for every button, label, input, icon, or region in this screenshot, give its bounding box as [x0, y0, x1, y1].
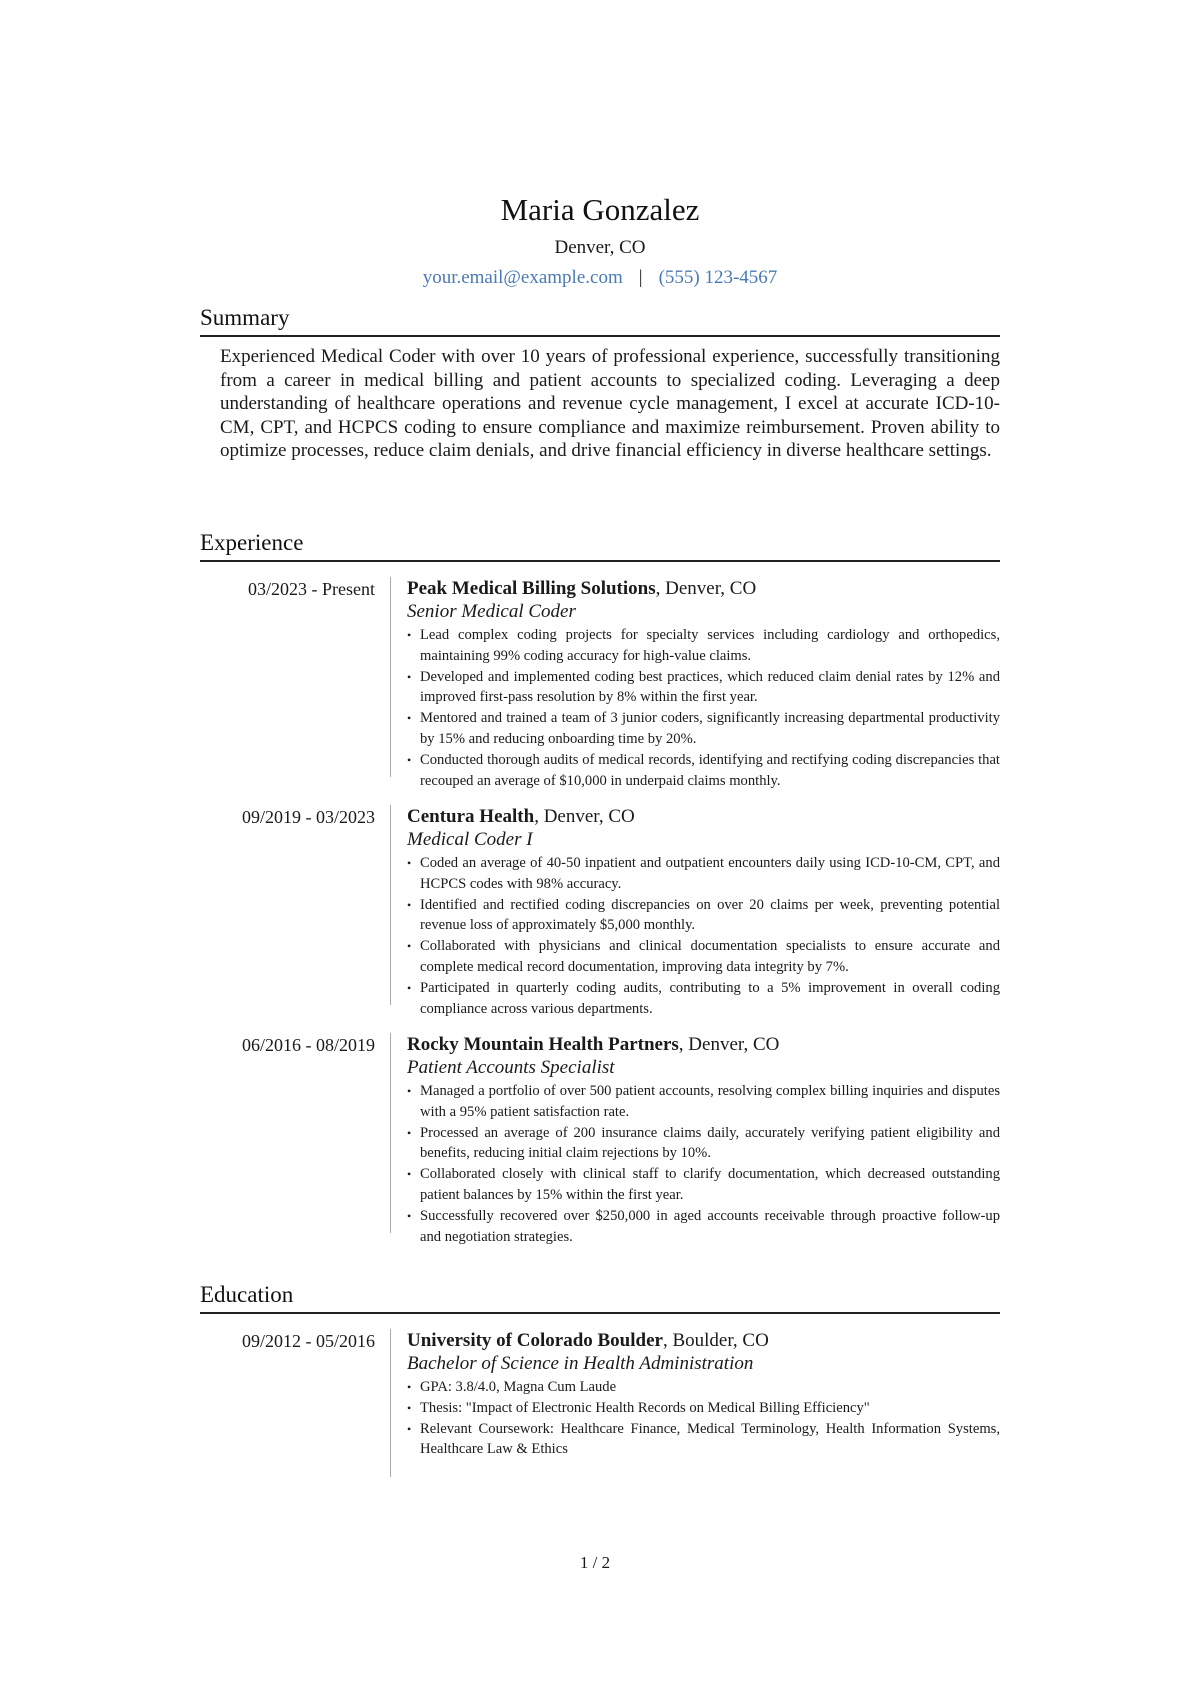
email-link[interactable]: your.email@example.com	[422, 267, 623, 288]
experience-section	[200, 528, 1000, 562]
bullet-item: • GPA: 3.8/4.0, Magna Cum Laude	[407, 1377, 1000, 1398]
organization-location: , Denver, CO	[534, 806, 635, 827]
entry-body	[407, 577, 1000, 791]
entry-organization	[407, 1329, 1000, 1352]
candidate-name: Maria Gonzalez	[500, 192, 700, 227]
bullet-item: • Successfully recovered over $250,000 in aged accounts receivable through proactive follow-up and negotiation strategies.	[407, 1206, 1000, 1248]
bullet-item: • Relevant Coursework: Healthcare Finance, Medical Terminology, Health Information Systems, Healthcare Law & Ethics	[407, 1419, 1000, 1461]
bullet-item: • Identified and rectified coding discrepancies on over 20 claims per week, preventing potential revenue loss of approximately $5,000 monthly.	[407, 895, 1000, 937]
entry-date: 09/2019 - 03/2023	[242, 807, 375, 827]
degree-name: Bachelor of Science in Health Administration	[407, 1353, 754, 1374]
experience-heading: Experience	[200, 528, 1000, 562]
bullet-item: • Collaborated with physicians and clinical documentation specialists to ensure accurate and complete medical record documentation, improving data integrity by 7%.	[407, 936, 1000, 978]
entry-bullets	[407, 853, 1000, 1019]
entry-body	[407, 805, 1000, 1019]
summary-text: Experienced Medical Coder with over 10 years of professional experience, successfully transitioning from a career in medical billing and patient accounts to specialized coding. Leveraging a deep understanding of healthcare operations and revenue cycle management, I excel at accurate ICD-10-CM, CPT, and HCPCS coding to ensure compliance and maximize reimbursement. Proven ability to optimize processes, reduce claim denials, and drive financial efficiency in diverse healthcare settings.	[220, 346, 1000, 461]
entry-divider	[390, 1033, 391, 1233]
organization-name: Peak Medical Billing Solutions	[407, 578, 656, 599]
bullet-item: • Participated in quarterly coding audits, contributing to a 5% improvement in overall coding compliance across various departments.	[407, 978, 1000, 1020]
organization-name: Rocky Mountain Health Partners	[407, 1034, 679, 1055]
education-section	[200, 1280, 1000, 1314]
bullet-item: • Developed and implemented coding best practices, which reduced claim denial rates by 12% and improved first-pass resolution by 8% within the first year.	[407, 667, 1000, 709]
entry-organization	[407, 577, 1000, 600]
entry-date: 03/2023 - Present	[248, 579, 375, 599]
entry-body	[407, 1033, 1000, 1247]
entry-bullets	[407, 1081, 1000, 1247]
entry-body	[407, 1329, 1000, 1460]
organization-location: , Denver, CO	[678, 1034, 780, 1055]
entry-bullets	[407, 1377, 1000, 1460]
summary-section	[200, 303, 1000, 463]
education-heading: Education	[200, 1280, 1000, 1314]
entry-date: 06/2016 - 08/2019	[242, 1035, 375, 1055]
bullet-item: • Managed a portfolio of over 500 patient accounts, resolving complex billing inquiries and disputes with a 95% patient satisfaction rate.	[407, 1081, 1000, 1123]
entry-bullets	[407, 625, 1000, 791]
page-indicator: 1 / 2	[579, 1553, 611, 1572]
entry-role: Senior Medical Coder	[407, 601, 576, 622]
bullet-item: • Processed an average of 200 insurance claims daily, accurately verifying patient eligibility and benefits, reducing initial claim rejections by 10%.	[407, 1123, 1000, 1165]
bullet-item: • Mentored and trained a team of 3 junior coders, significantly increasing departmental productivity by 15% and reducing onboarding time by 20%.	[407, 708, 1000, 750]
organization-name: Centura Health	[407, 806, 535, 827]
institution-name: University of Colorado Boulder	[407, 1330, 663, 1351]
institution-location: , Boulder, CO	[662, 1330, 769, 1351]
phone-link[interactable]: (555) 123-4567	[658, 267, 778, 288]
bullet-item: • Conducted thorough audits of medical records, identifying and rectifying coding discrepancies that recouped an average of $10,000 in underpaid claims monthly.	[407, 750, 1000, 792]
entry-date: 09/2012 - 05/2016	[242, 1331, 375, 1351]
resume-header	[200, 190, 1000, 290]
entry-organization	[407, 1033, 1000, 1056]
entry-divider	[390, 1329, 391, 1477]
contact-line	[200, 266, 1000, 290]
bullet-item: • Lead complex coding projects for specialty services including cardiology and orthopedics, maintaining 99% coding accuracy for high-value claims.	[407, 625, 1000, 667]
bullet-item: • Coded an average of 40-50 inpatient and outpatient encounters daily using ICD-10-CM, CPT, and HCPCS codes with 98% accuracy.	[407, 853, 1000, 895]
bullet-item: • Collaborated closely with clinical staff to clarify documentation, which decreased outstanding patient balances by 15% within the first year.	[407, 1164, 1000, 1206]
contact-separator: |	[638, 267, 643, 288]
summary-heading: Summary	[200, 303, 1000, 337]
entry-role: Patient Accounts Specialist	[407, 1057, 615, 1078]
entry-organization	[407, 805, 1000, 828]
entry-divider	[390, 805, 391, 1005]
entry-role: Medical Coder I	[407, 829, 533, 850]
organization-location: , Denver, CO	[655, 578, 757, 599]
bullet-item: • Thesis: "Impact of Electronic Health Records on Medical Billing Efficiency"	[407, 1398, 1000, 1419]
entry-divider	[390, 577, 391, 777]
candidate-location: Denver, CO	[554, 237, 646, 258]
